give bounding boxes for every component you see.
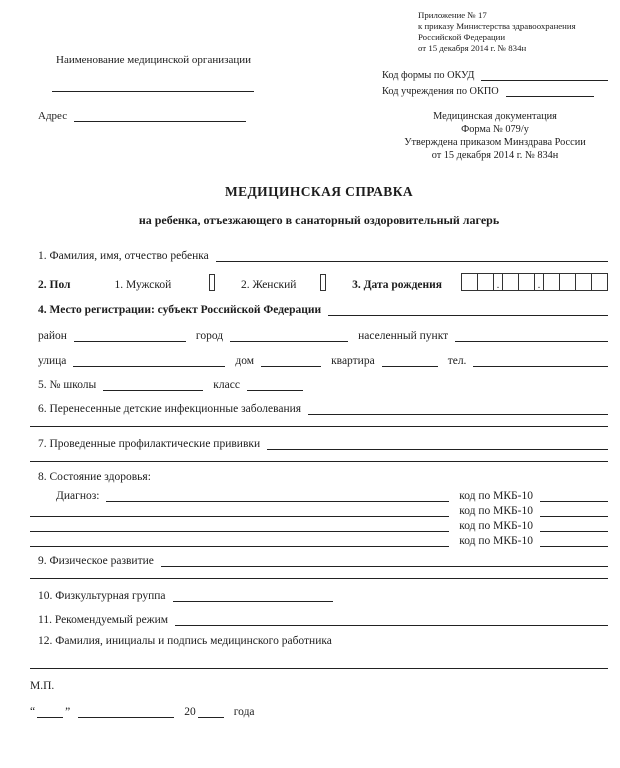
appendix-line: Российской Федерации — [418, 32, 506, 42]
vaccinations-blank-line-2[interactable] — [30, 452, 608, 462]
settlement-blank-line[interactable] — [455, 328, 608, 342]
settlement-label: населенный пункт — [358, 330, 449, 342]
icd-blank-line[interactable] — [540, 503, 608, 517]
icd-label: код по МКБ-10 — [459, 520, 533, 532]
date-year-cell[interactable] — [543, 273, 560, 291]
date-separator: . — [493, 273, 503, 291]
date-month-cell[interactable] — [518, 273, 535, 291]
child-name-blank-line[interactable] — [216, 248, 608, 262]
infections-blank-line-2[interactable] — [30, 417, 608, 427]
date-day-blank-line[interactable] — [37, 704, 63, 718]
page-title: МЕДИЦИНСКАЯ СПРАВКА — [224, 184, 414, 199]
icd-blank-line[interactable] — [540, 488, 608, 502]
issue-date-row — [30, 704, 608, 718]
appendix-line: от 15 декабря 2014 г. № 834н — [418, 43, 527, 53]
class-blank-line[interactable] — [247, 377, 303, 391]
icd-blank-line[interactable] — [540, 518, 608, 532]
health-row — [38, 471, 608, 483]
org-name-blank-line[interactable] — [52, 90, 254, 92]
diagnosis-label: Диагноз: — [56, 490, 100, 502]
address-label: Адрес — [38, 110, 68, 122]
doc-info-line: Форма № 079/у — [461, 124, 529, 135]
diagnosis-row — [30, 503, 608, 517]
vaccinations-label: 7. Проведенные профилактические прививки — [38, 438, 261, 450]
date-year-suffix: года — [233, 706, 255, 718]
date-month-cell[interactable] — [502, 273, 519, 291]
district-blank-line[interactable] — [74, 328, 186, 342]
sex-male-checkbox[interactable] — [209, 274, 215, 291]
vaccinations-row — [38, 436, 608, 450]
sex-male-label: 1. Мужской — [114, 279, 172, 291]
district-label: район — [38, 330, 67, 342]
physical-dev-label: 9. Физическое развитие — [38, 555, 154, 567]
diagnosis-blank-line[interactable] — [30, 533, 449, 547]
doctor-blank-line[interactable] — [30, 659, 608, 669]
icd-label: код по МКБ-10 — [459, 505, 533, 517]
sport-group-label: 10. Физкультурная группа — [38, 590, 166, 602]
physical-dev-blank-line-2[interactable] — [30, 569, 608, 579]
child-name-row — [38, 248, 608, 262]
phone-label: тел. — [447, 355, 467, 367]
form-header — [30, 10, 608, 162]
physical-dev-row — [38, 553, 608, 567]
okpo-row — [382, 83, 608, 97]
registration-label: 4. Место регистрации: субъект Российской Федерации — [38, 304, 322, 316]
doc-info-block — [382, 110, 608, 162]
sport-group-blank-line[interactable] — [173, 588, 333, 602]
date-open-quote: “ — [30, 706, 36, 718]
registration-row — [38, 302, 608, 316]
date-year-prefix: 20 — [184, 706, 196, 718]
date-month-blank-line[interactable] — [78, 704, 174, 718]
icd-blank-line[interactable] — [540, 533, 608, 547]
header-left — [30, 10, 382, 162]
child-name-label: 1. Фамилия, имя, отчество ребенка — [38, 250, 209, 262]
diagnosis-blank-line[interactable] — [30, 518, 449, 532]
date-day-cell[interactable] — [461, 273, 478, 291]
date-close-quote: ” — [65, 706, 71, 718]
sex-female-label: 2. Женский — [240, 279, 297, 291]
doctor-row — [38, 635, 608, 647]
physical-dev-blank-line[interactable] — [161, 553, 608, 567]
okpo-blank-line[interactable] — [506, 83, 594, 97]
okud-blank-line[interactable] — [481, 67, 608, 81]
diagnosis-row — [30, 533, 608, 547]
regimen-label: 11. Рекомендуемый режим — [38, 614, 169, 626]
birthdate-boxes — [462, 273, 608, 291]
vaccinations-blank-line[interactable] — [267, 436, 608, 450]
icd-label: код по МКБ-10 — [459, 490, 533, 502]
regimen-row — [38, 612, 608, 626]
stamp-label: М.П. — [30, 680, 55, 692]
sex-birthdate-row — [38, 273, 608, 291]
street-blank-line[interactable] — [73, 353, 225, 367]
date-day-cell[interactable] — [477, 273, 494, 291]
school-label: 5. № школы — [38, 379, 97, 391]
diagnosis-row — [30, 518, 608, 532]
appendix-line: к приказу Министерства здравоохранения — [418, 21, 576, 31]
house-blank-line[interactable] — [261, 353, 321, 367]
date-year-blank-line[interactable] — [198, 704, 224, 718]
doc-info-line: Утверждена приказом Минздрава России — [404, 137, 586, 148]
org-name-label: Наименование медицинской организации — [56, 54, 251, 66]
date-separator: . — [534, 273, 544, 291]
school-blank-line[interactable] — [103, 377, 203, 391]
sex-label: 2. Пол — [38, 279, 71, 291]
address-blank-line[interactable] — [74, 108, 246, 122]
okud-label: Код формы по ОКУД — [382, 70, 475, 81]
date-year-cell[interactable] — [559, 273, 576, 291]
date-year-cell[interactable] — [591, 273, 608, 291]
okud-row — [382, 67, 608, 81]
icd-label: код по МКБ-10 — [459, 535, 533, 547]
appendix-note — [382, 10, 608, 54]
city-label: город — [195, 330, 224, 342]
diagnosis-blank-line[interactable] — [30, 503, 449, 517]
address-row — [38, 108, 372, 122]
sex-female-checkbox[interactable] — [320, 274, 326, 291]
city-blank-line[interactable] — [230, 328, 348, 342]
phone-blank-line[interactable] — [473, 353, 608, 367]
regimen-blank-line[interactable] — [175, 612, 608, 626]
street-label: улица — [38, 355, 67, 367]
date-year-cell[interactable] — [575, 273, 592, 291]
registration-blank-line[interactable] — [328, 302, 608, 316]
apartment-label: квартира — [331, 355, 375, 367]
house-label: дом — [235, 355, 255, 367]
doc-info-line: от 15 декабря 2014 г. № 834н — [431, 150, 559, 161]
infections-label: 6. Перенесенные детские инфекционные заболевания — [38, 403, 302, 415]
doc-info-line: Медицинская документация — [433, 111, 557, 122]
header-right — [382, 10, 608, 162]
doctor-label: 12. Фамилия, инициалы и подпись медицинского работника — [38, 635, 332, 647]
class-label: класс — [213, 379, 240, 391]
infections-blank-line[interactable] — [308, 401, 608, 415]
infections-row — [38, 401, 608, 415]
okpo-label: Код учреждения по ОКПО — [382, 86, 499, 97]
sport-group-row — [38, 588, 608, 602]
registration-row-3 — [38, 353, 608, 367]
registration-row-2 — [38, 328, 608, 342]
page-subtitle: на ребенка, отъезжающего в санаторный оздоровительный лагерь — [138, 213, 500, 227]
appendix-line: Приложение № 17 — [418, 10, 487, 20]
diagnosis-row — [56, 488, 608, 502]
diagnosis-blank-line[interactable] — [106, 488, 449, 502]
school-row — [38, 377, 608, 391]
birthdate-label: 3. Дата рождения — [352, 279, 442, 291]
health-label: 8. Состояние здоровья: — [38, 471, 151, 483]
apartment-blank-line[interactable] — [382, 353, 438, 367]
